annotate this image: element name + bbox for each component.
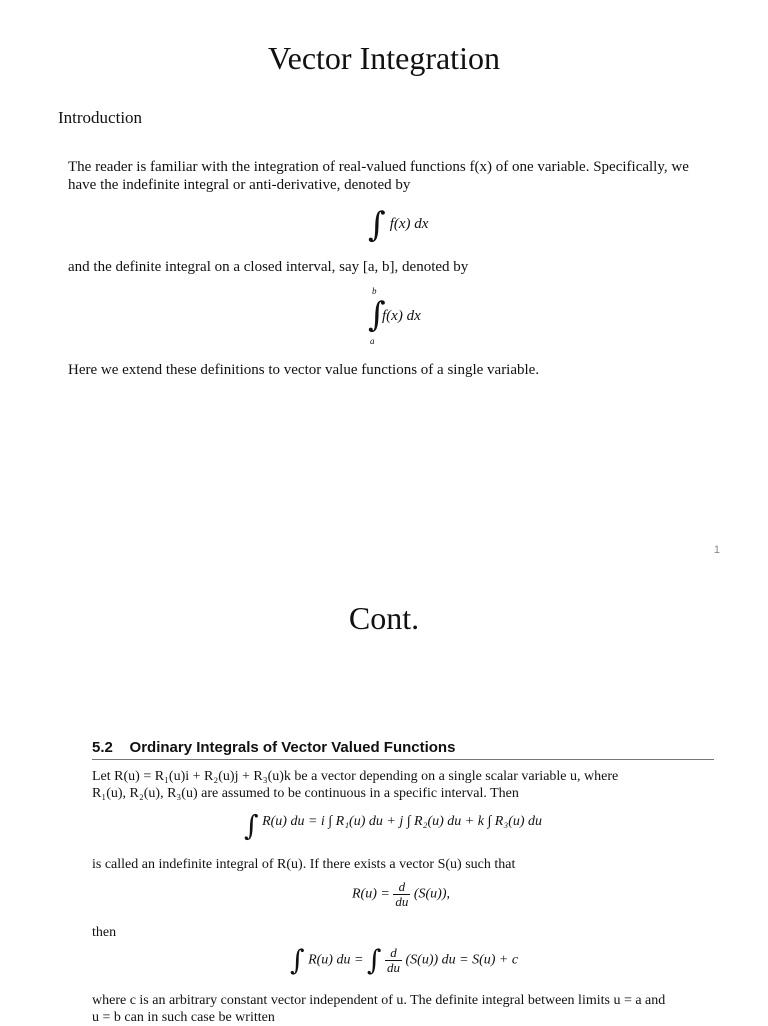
fraction-denominator: du — [395, 894, 409, 909]
intro-paragraph — [68, 158, 730, 194]
indefinite-integral-formula — [368, 205, 429, 245]
integral-sign: ∫ — [290, 943, 305, 977]
section-title: Ordinary Integrals of Vector Valued Functions — [129, 739, 456, 756]
definite-intro-text: and the definite integral on a closed interval, say [a, b], denoted by — [68, 259, 469, 275]
intro-line-1: The reader is familiar with the integration of real-valued functions f(x) of one variable. Specifically, we — [68, 159, 689, 175]
integral-sign: ∫ — [368, 295, 386, 335]
definite-line-2: u = b can in such case be written — [92, 1010, 275, 1025]
indefinite-integrand: f(x) dx — [389, 216, 429, 232]
definite-integrand: f(x) dx — [382, 308, 421, 324]
vector-def-line-1: Let R(u) = R₁(u)i + R₂(u)j + R₃(u)k be a vector depending on a single scalar variable u, where — [92, 769, 619, 784]
indefinite-integral-text: is called an indefinite integral of R(u). If there exists a vector S(u) such that — [92, 857, 516, 872]
slide2-title: Cont. — [348, 600, 420, 636]
extension-text: Here we extend these definitions to vector value functions of a single variable. — [68, 362, 540, 378]
upper-limit: b — [372, 286, 377, 296]
fraction-numerator: d — [385, 946, 402, 961]
equation-integral-of-derivative — [290, 943, 519, 977]
fraction-denominator: du — [387, 960, 401, 975]
equation-2-rhs: (S(u)), — [413, 886, 450, 902]
definite-integral-formula — [368, 286, 448, 348]
section-heading — [92, 739, 455, 756]
introduction-heading: Introduction — [58, 108, 143, 127]
integral-sign: ∫ — [244, 809, 259, 842]
derivative-fraction — [385, 946, 402, 975]
page-number: 1 — [713, 544, 720, 556]
integral-sign: ∫ — [368, 205, 386, 245]
equation-2-lhs: R(u) = — [352, 886, 390, 902]
lower-limit: a — [370, 336, 375, 346]
slide1-title: Vector Integration — [268, 40, 500, 76]
equation-indefinite-vector — [244, 809, 543, 842]
definite-line-1: where c is an arbitrary constant vector independent of u. The definite integral between limits u = a and — [92, 993, 666, 1008]
equation-3-lhs: R(u) du = — [308, 952, 364, 968]
vector-def-paragraph — [92, 768, 714, 802]
section-number: 5.2 — [92, 739, 113, 756]
then-text: then — [92, 925, 117, 940]
derivative-fraction — [393, 880, 410, 909]
integral-sign: ∫ — [366, 943, 382, 977]
section-rule — [92, 759, 714, 760]
vector-def-line-2: R₁(u), R₂(u), R₃(u) are assumed to be continuous in a specific interval. Then — [92, 786, 519, 801]
definite-integral-paragraph — [92, 992, 714, 1026]
equation-derivative — [352, 880, 450, 909]
equation-1-body: R(u) du = i ∫ R₁(u) du + j ∫ R₂(u) du + k ∫ R₃(u) du — [262, 814, 543, 830]
intro-line-2: have the indefinite integral or anti-derivative, denoted by — [68, 177, 411, 193]
equation-3-rhs: (S(u)) du = S(u) + c — [405, 952, 519, 968]
fraction-numerator: d — [393, 880, 410, 895]
